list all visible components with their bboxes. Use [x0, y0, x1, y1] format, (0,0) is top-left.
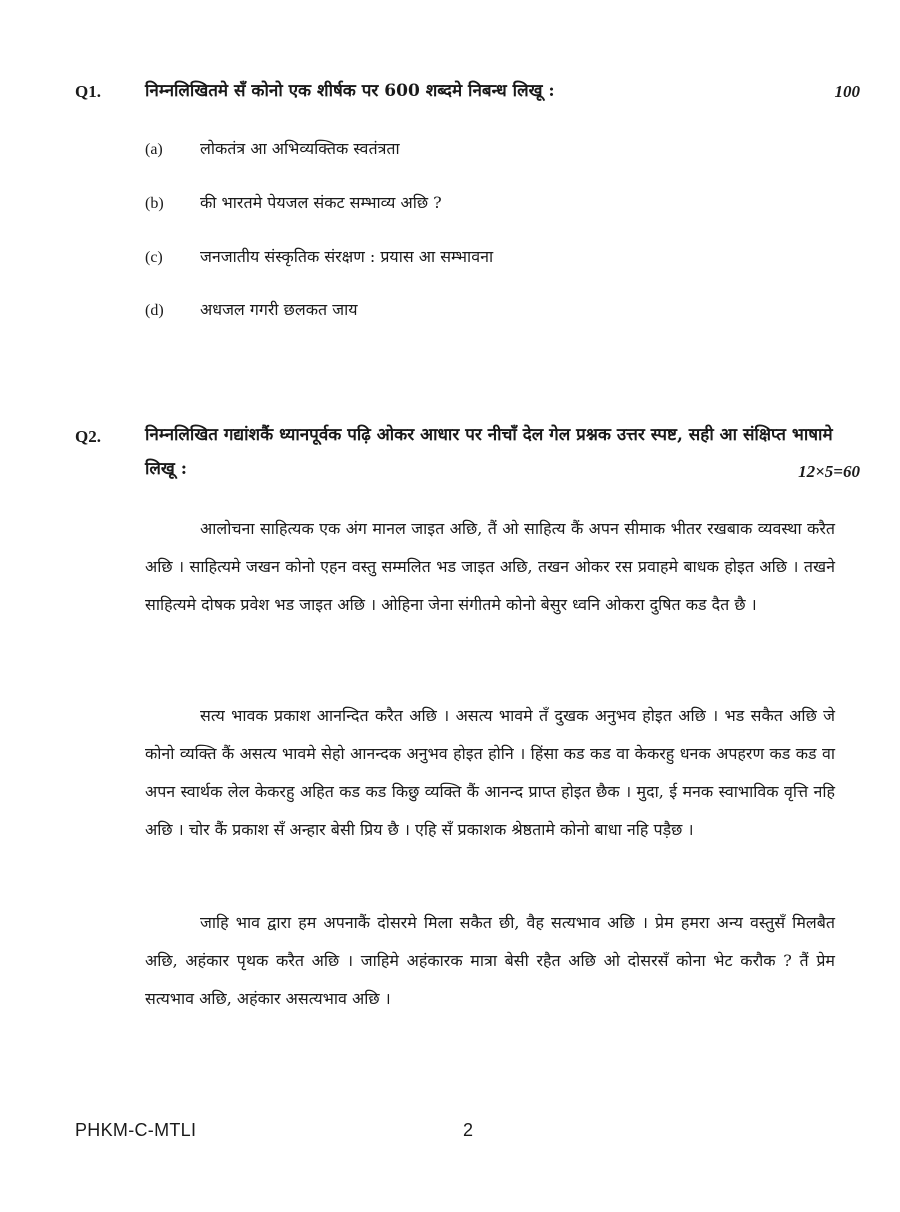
option-text: जनजातीय संस्कृतिक संरक्षण : प्रयास आ सम्भावना [200, 247, 494, 266]
q1-prompt: निम्नलिखितमे सँ कोनो एक शीर्षक पर 600 शब्दमे निबन्ध लिखू : [145, 81, 555, 101]
q1-option-c [145, 245, 493, 267]
q1-option-a [145, 137, 400, 159]
passage-paragraph-1: आलोचना साहित्यक एक अंग मानल जाइत अछि, तैं ओ साहित्य कैं अपन सीमाक भीतर रखबाक व्यवस्था करैत अछि । साहित्यमे जखन कोनो एहन वस्तु सम्मलित भड जाइत अछि, तखन ओकर रस प्रवाहमे बाधक होइत अछि । तखने साहित्यमे दोषक प्रवेश भड जाइत अछि । ओहिना जेना संगीतमे कोनो बेसुर ध्वनि ओकरा दुषित कड दैत छै । [145, 519, 835, 614]
q1-option-b [145, 191, 442, 213]
paper-code: PHKM-C-MTLI [75, 1120, 197, 1140]
q1-option-d [145, 298, 358, 320]
option-label: (d) [145, 302, 164, 319]
option-label: (c) [145, 249, 163, 266]
q2-marks: 12×5=60 [798, 462, 860, 481]
option-text: की भारतमे पेयजल संकट सम्भाव्य अछि ? [200, 193, 442, 212]
page-number: 2 [463, 1120, 474, 1140]
option-text: अधजल गगरी छलकत जाय [200, 300, 358, 319]
q2-number: Q2. [75, 427, 101, 446]
q1-marks: 100 [834, 82, 860, 101]
option-label: (a) [145, 141, 163, 158]
q1-number: Q1. [75, 82, 101, 101]
passage-paragraph-2: सत्य भावक प्रकाश आनन्दित करैत अछि । असत्य भावमे तँ दुखक अनुभव होइत अछि । भड सकैत अछि जे कोनो व्यक्ति कैं असत्य भावमे सेहो आनन्दक अनुभव होइत होनि । हिंसा कड कड वा केकरहु धनक अपहरण कड कड वा अपन स्वार्थक लेल केकरहु अहित कड कड किछु व्यक्ति कैं आनन्द प्राप्त होइत छैक । मुदा, ई मनक स्वाभाविक वृत्ति नहि अछि । चोर कैं प्रकाश सँ अन्हार बेसी प्रिय छै । एहि सँ प्रकाशक श्रेष्ठतामे कोनो बाधा नहि पड़ैछ । [145, 706, 835, 839]
passage-paragraph-3: जाहि भाव द्वारा हम अपनाकैं दोसरमे मिला सकैत छी, वैह सत्यभाव अछि । प्रेम हमरा अन्य वस्तुसँ मिलबैत अछि, अहंकार पृथक करैत अछि । जाहिमे अहंकारक मात्रा बेसी रहैत अछि ओ दोसरसँ कोना भेट करौक ? तैं प्रेम सत्यभाव अछि, अहंकार असत्यभाव अछि । [145, 913, 835, 1008]
option-label: (b) [145, 195, 164, 212]
q2-prompt: निम्नलिखित गद्यांशकैं ध्यानपूर्वक पढ़ि ओकर आधार पर नीचाँ देल गेल प्रश्नक उत्तर स्पष्ट, सही आ संक्षिप्त भाषामे लिखू : [145, 425, 833, 479]
option-text: लोकतंत्र आ अभिव्यक्तिक स्वतंत्रता [200, 139, 400, 158]
